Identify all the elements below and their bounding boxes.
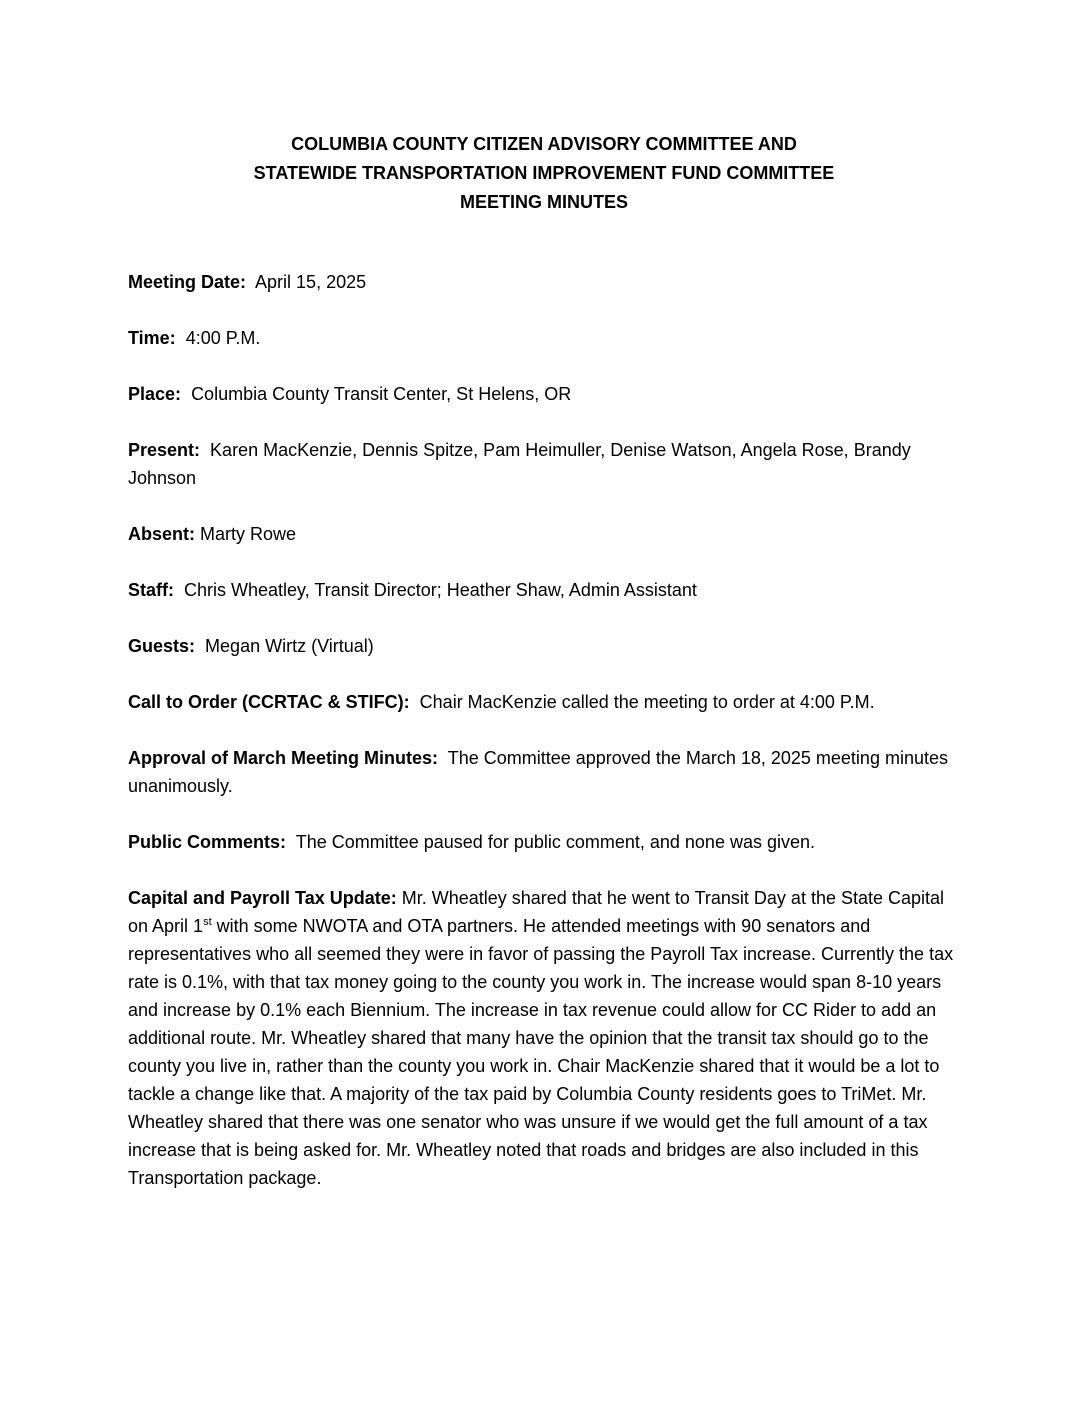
meeting-date-item — [128, 268, 963, 296]
approval-item — [128, 744, 963, 800]
meeting-date-label: Meeting Date: — [128, 272, 247, 292]
time-item — [128, 324, 963, 352]
present-item — [128, 436, 963, 492]
ordinal-suffix: st — [203, 916, 212, 928]
place-value: Columbia County Transit Center, St Helens, OR — [191, 384, 572, 404]
guests-item — [128, 632, 963, 660]
place-item — [128, 380, 963, 408]
meeting-date-value: April 15, 2025 — [255, 272, 367, 292]
approval-value: The Committee approved the March 18, 2025 meeting minutes unanimously. — [128, 748, 948, 796]
capital-update-text-part1: Mr. Wheatley shared that he went to Transit Day at the State Capital on April 1 — [128, 888, 945, 936]
staff-label: Staff: — [128, 580, 174, 600]
time-label: Time: — [128, 328, 176, 348]
guests-value: Megan Wirtz (Virtual) — [205, 636, 374, 656]
title-line-3: MEETING MINUTES — [459, 192, 628, 212]
approval-label: Approval of March Meeting Minutes: — [128, 748, 439, 768]
time-value: 4:00 P.M. — [185, 328, 261, 348]
public-comments-value: The Committee paused for public comment, and none was given. — [295, 832, 815, 852]
title-line-1: COLUMBIA COUNTY CITIZEN ADVISORY COMMITTEE AND — [291, 134, 797, 154]
absent-value: Marty Rowe — [200, 524, 297, 544]
staff-item — [128, 576, 963, 604]
absent-label: Absent: — [128, 524, 195, 544]
title-line-2: STATEWIDE TRANSPORTATION IMPROVEMENT FUND COMMITTEE — [253, 163, 835, 183]
capital-update-item — [128, 884, 963, 1192]
minutes-body — [128, 268, 963, 1220]
call-to-order-label: Call to Order (CCRTAC & STIFC): — [128, 692, 410, 712]
public-comments-item — [128, 828, 963, 856]
absent-item — [128, 520, 963, 548]
present-value: Karen MacKenzie, Dennis Spitze, Pam Heimuller, Denise Watson, Angela Rose, Brandy Johnson — [128, 440, 911, 488]
staff-value: Chris Wheatley, Transit Director; Heather Shaw, Admin Assistant — [184, 580, 697, 600]
capital-update-text-part2: with some NWOTA and OTA partners. He attended meetings with 90 senators and representatives who all seemed they were in favor of passing the Payroll Tax increase. Currently the tax rate is 0.1%, with that tax money going to the county you work in. The increase would span 8-10 years and increase by 0.1% each Biennium. The increase in tax revenue could allow for CC Rider to add an additional route. Mr. Wheatley shared that many have the opinion that the transit tax should go to the county you live in, rather than the county you work in. Chair MacKenzie shared that it would be a lot to tackle a change like that. A majority of the tax paid by Columbia County residents goes to TriMet. Mr. Wheatley shared that there was one senator who was unsure if we would get the full amount of a tax increase that is being asked for. Mr. Wheatley noted that roads and bridges are also included in this Transportation package. — [128, 916, 954, 1188]
document-title — [0, 130, 1088, 217]
public-comments-label: Public Comments: — [128, 832, 287, 852]
guests-label: Guests: — [128, 636, 196, 656]
present-label: Present: — [128, 440, 201, 460]
call-to-order-item — [128, 688, 963, 716]
place-label: Place: — [128, 384, 182, 404]
call-to-order-value: Chair MacKenzie called the meeting to order at 4:00 P.M. — [419, 692, 875, 712]
capital-update-label: Capital and Payroll Tax Update: — [128, 888, 397, 908]
